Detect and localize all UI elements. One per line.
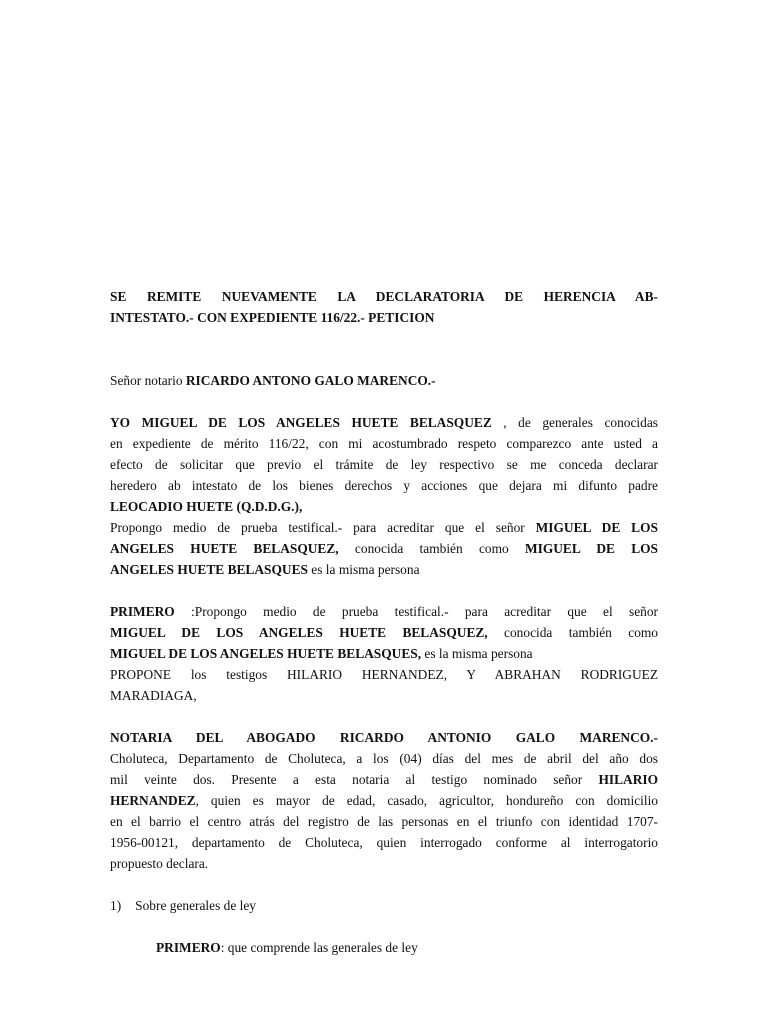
p1-line-4: heredero ab intestato de los bienes derechos y acciones que dejara mi difunto padre xyxy=(110,478,658,493)
p1-line-7-bold-2: MIGUEL DE LOS xyxy=(524,541,658,556)
p2-line-2 xyxy=(110,622,658,643)
p1-line-1-text: , de generales conocidas xyxy=(491,415,658,430)
title-line-2: INTESTATO.- CON EXPEDIENTE 116/22.- PETICION xyxy=(110,310,435,325)
answer-text: : que comprende las generales de ley xyxy=(220,940,418,955)
p3-line-7: propuesto declara. xyxy=(110,856,209,871)
p3-line-4-text: , quien es mayor de edad, casado, agricultor, hondureño con domicilio xyxy=(195,793,658,808)
p2-line-4: PROPONE los testigos HILARIO HERNANDEZ, Y ABRAHAN RODRIGUEZ xyxy=(110,667,658,682)
p1-line-6 xyxy=(110,517,658,538)
list-item-1 xyxy=(110,895,658,916)
p3-line-3 xyxy=(110,769,658,790)
p2-line-1 xyxy=(110,601,658,622)
answer-bold: PRIMERO xyxy=(156,940,221,955)
p2-line-3-bold: MIGUEL DE LOS ANGELES HUETE BELASQUES, xyxy=(110,646,422,661)
p2-line-2-text: conocida también como xyxy=(487,625,659,640)
p2-line-5: MARADIAGA, xyxy=(110,688,197,703)
p1-line-6-text: Propongo medio de prueba testifical.- para acreditar que el señor xyxy=(110,520,536,535)
p1-line-8-bold: ANGELES HUETE BELASQUES xyxy=(110,562,308,577)
p1-line-1 xyxy=(110,412,658,433)
p1-line-7 xyxy=(110,538,658,559)
answer-line xyxy=(156,937,704,958)
p1-line-3: efecto de solicitar que previo el trámite de ley respectivo se me conceda declarar xyxy=(110,457,658,472)
p1-line-8 xyxy=(110,559,658,580)
list-number: 1) xyxy=(110,898,122,913)
notary-name: RICARDO ANTONO GALO MARENCO.- xyxy=(185,373,436,388)
p2-line-2-bold: MIGUEL DE LOS ANGELES HUETE BELASQUEZ, xyxy=(110,625,488,640)
p1-line-6-bold: MIGUEL DE LOS xyxy=(535,520,658,535)
p1-line-7-bold: ANGELES HUETE BELASQUEZ, xyxy=(110,541,339,556)
title-line-1: SE REMITE NUEVAMENTE LA DECLARATORIA DE HERENCIA AB- xyxy=(110,289,658,304)
p1-line-8-text: es la misma persona xyxy=(307,562,420,577)
p3-line-6: 1956-00121, departamento de Choluteca, quien interrogado conforme al interrogatorio xyxy=(110,835,658,850)
p3-line-2: Choluteca, Departamento de Choluteca, a los (04) días del mes de abril del año dos xyxy=(110,751,658,766)
p3-line-5: en el barrio el centro atrás del registro de las personas en el triunfo con identidad 1707- xyxy=(110,814,658,829)
p2-line-3-text: es la misma persona xyxy=(421,646,533,661)
p3-line-4 xyxy=(110,790,658,811)
p1-line-7-text: conocida también como xyxy=(338,541,525,556)
p1-line-2: en expediente de mérito 116/22, con mi acostumbrado respeto comparezco ante usted a xyxy=(110,436,658,451)
p1-line-5: LEOCADIO HUETE (Q.D.D.G.), xyxy=(110,499,303,514)
petitioner-name: YO MIGUEL DE LOS ANGELES HUETE BELASQUEZ xyxy=(110,415,492,430)
salutation xyxy=(110,370,658,391)
p3-line-1: NOTARIA DEL ABOGADO RICARDO ANTONIO GALO MARENCO.- xyxy=(110,730,658,745)
p2-line-1-bold: PRIMERO xyxy=(110,604,175,619)
p3-line-3-text: mil veinte dos. Presente a esta notaria al testigo nominado señor xyxy=(110,772,599,787)
p3-line-4-bold: HERNANDEZ xyxy=(110,793,196,808)
p2-line-1-text: :Propongo medio de prueba testifical.- para acreditar que el señor xyxy=(174,604,658,619)
p3-line-3-bold: HILARIO xyxy=(598,772,658,787)
p2-line-3 xyxy=(110,643,658,664)
list-text: Sobre generales de ley xyxy=(135,898,256,913)
salutation-prefix: Señor notario xyxy=(110,373,186,388)
